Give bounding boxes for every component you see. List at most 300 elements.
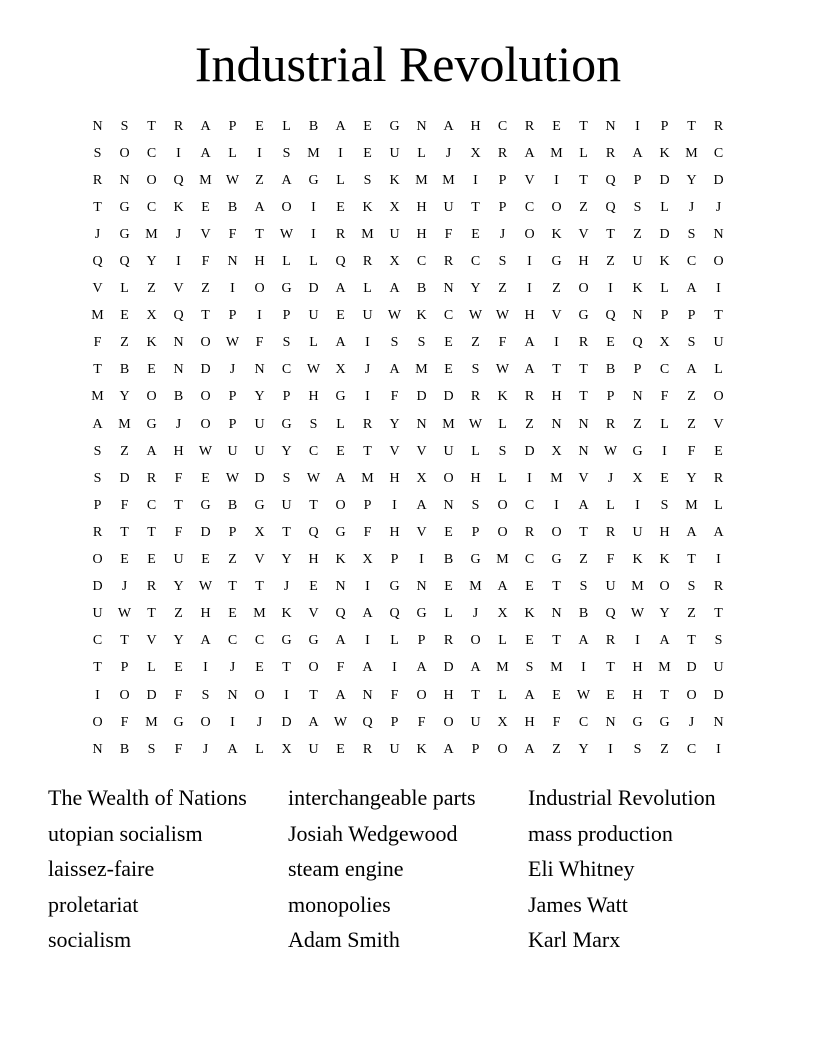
grid-letter: X [389, 199, 400, 215]
grid-letter: S [687, 335, 696, 351]
grid-letter: M [550, 470, 563, 486]
grid-letter: A [686, 524, 697, 540]
grid-letter: H [416, 199, 427, 215]
grid-letter: E [660, 470, 669, 486]
grid-letter: D [443, 389, 454, 405]
grid-letter: E [363, 118, 372, 134]
grid-letter: E [255, 660, 264, 676]
grid-letter: M [145, 714, 158, 730]
grid-letter: H [551, 389, 562, 405]
grid-letter: E [120, 552, 129, 568]
grid-letter: Q [632, 335, 643, 351]
grid-letter: J [445, 145, 452, 161]
grid-row [84, 411, 732, 438]
grid-letter: T [309, 687, 318, 703]
grid-letter: F [498, 335, 507, 351]
grid-letter: A [524, 362, 535, 378]
grid-letter: T [579, 524, 588, 540]
grid-letter: T [552, 579, 561, 595]
grid-letter: S [660, 497, 669, 513]
grid-letter: C [713, 145, 724, 161]
grid-letter: K [632, 281, 643, 297]
grid-letter: R [146, 470, 157, 486]
grid-letter: F [174, 524, 183, 540]
grid-letter: N [713, 226, 724, 242]
grid-letter: T [552, 633, 561, 649]
grid-letter: E [552, 118, 561, 134]
grid-letter: C [470, 254, 481, 270]
grid-letter: S [633, 199, 642, 215]
grid-letter: F [363, 524, 372, 540]
grid-letter: O [335, 497, 346, 513]
grid-letter: I [338, 145, 343, 161]
grid-letter: S [309, 416, 318, 432]
grid-letter: I [365, 335, 370, 351]
grid-letter: S [390, 335, 399, 351]
grid-letter: T [282, 660, 291, 676]
grid-letter: S [633, 741, 642, 757]
grid-letter: H [443, 687, 454, 703]
grid-letter: N [713, 714, 724, 730]
grid-row [84, 438, 732, 465]
word-item: Adam Smith [288, 927, 400, 952]
grid-letter: Q [119, 254, 130, 270]
grid-row [84, 736, 732, 763]
grid-letter: F [201, 254, 210, 270]
grid-letter: G [308, 633, 319, 649]
grid-letter: E [147, 552, 156, 568]
grid-letter: N [632, 389, 643, 405]
grid-letter: I [554, 172, 559, 188]
grid-letter: T [579, 362, 588, 378]
grid-letter: O [443, 470, 454, 486]
grid-letter: S [687, 579, 696, 595]
grid-row [84, 628, 732, 655]
grid-letter: Q [605, 606, 616, 622]
grid-letter: L [309, 254, 318, 270]
grid-letter: G [173, 714, 184, 730]
grid-letter: H [416, 226, 427, 242]
grid-letter: K [659, 552, 670, 568]
grid-letter: Q [335, 606, 346, 622]
grid-letter: T [120, 633, 129, 649]
grid-letter: I [365, 389, 370, 405]
grid-letter: P [282, 308, 291, 324]
grid-letter: T [471, 199, 480, 215]
grid-letter: W [576, 687, 591, 703]
grid-letter: Y [254, 389, 265, 405]
grid-letter: N [578, 416, 589, 432]
grid-letter: P [471, 741, 480, 757]
grid-letter: T [606, 660, 615, 676]
grid-letter: H [470, 470, 481, 486]
grid-letter: A [416, 660, 427, 676]
grid-letter: B [578, 606, 589, 622]
grid-letter: Z [228, 552, 237, 568]
grid-letter: L [363, 281, 372, 297]
grid-letter: W [198, 443, 213, 459]
grid-letter: M [91, 308, 104, 324]
grid-letter: T [687, 118, 696, 134]
grid-letter: L [255, 741, 264, 757]
grid-letter: G [389, 118, 400, 134]
grid-letter: V [389, 443, 400, 459]
grid-letter: A [335, 470, 346, 486]
grid-letter: P [228, 389, 237, 405]
grid-letter: E [363, 145, 372, 161]
grid-letter: N [92, 741, 103, 757]
grid-letter: W [306, 362, 321, 378]
grid-letter: T [309, 497, 318, 513]
grid-letter: W [225, 470, 240, 486]
grid-letter: I [554, 497, 559, 513]
grid-letter: L [714, 497, 723, 513]
grid-letter: L [228, 145, 237, 161]
grid-letter: Y [686, 172, 697, 188]
grid-letter: W [117, 606, 132, 622]
grid-letter: D [713, 172, 724, 188]
grid-letter: S [93, 443, 102, 459]
grid-letter: B [173, 389, 184, 405]
grid-letter: A [443, 118, 454, 134]
grid-letter: M [469, 579, 482, 595]
grid-letter: J [472, 606, 479, 622]
grid-letter: F [687, 443, 696, 459]
grid-letter: Q [173, 308, 184, 324]
grid-letter: N [335, 579, 346, 595]
grid-letter: M [361, 470, 374, 486]
grid-letter: E [228, 606, 237, 622]
grid-row [84, 547, 732, 574]
grid-letter: C [146, 199, 157, 215]
word-item: monopolies [288, 891, 391, 917]
grid-letter: O [119, 145, 130, 161]
grid-letter: S [147, 741, 156, 757]
grid-letter: S [93, 145, 102, 161]
grid-letter: I [419, 552, 424, 568]
grid-letter: Y [470, 281, 481, 297]
grid-letter: R [605, 145, 616, 161]
grid-letter: O [551, 199, 562, 215]
grid-letter: V [713, 416, 724, 432]
grid-letter: A [362, 660, 373, 676]
grid-letter: W [306, 470, 321, 486]
grid-letter: N [173, 362, 184, 378]
grid-letter: U [470, 714, 481, 730]
grid-letter: G [632, 443, 643, 459]
grid-row [84, 113, 732, 140]
grid-letter: H [524, 308, 535, 324]
grid-letter: B [119, 741, 130, 757]
grid-letter: D [254, 470, 265, 486]
grid-row [84, 709, 732, 736]
grid-letter: P [471, 524, 480, 540]
grid-letter: H [389, 470, 400, 486]
grid-letter: S [282, 145, 291, 161]
grid-letter: A [335, 335, 346, 351]
grid-letter: Y [173, 579, 184, 595]
grid-letter: T [714, 308, 723, 324]
grid-letter: L [390, 633, 399, 649]
word-item: The Wealth of Nations [48, 785, 247, 810]
grid-letter: I [311, 199, 316, 215]
grid-letter: X [497, 606, 508, 622]
grid-letter: B [416, 281, 427, 297]
grid-letter: O [200, 714, 211, 730]
grid-letter: R [173, 118, 184, 134]
grid-letter: O [308, 660, 319, 676]
grid-letter: I [635, 633, 640, 649]
grid-letter: A [659, 633, 670, 649]
grid-letter: A [524, 687, 535, 703]
grid-letter: C [497, 118, 508, 134]
grid-letter: E [525, 633, 534, 649]
grid-letter: O [578, 281, 589, 297]
grid-letter: I [392, 660, 397, 676]
grid-letter: J [202, 741, 209, 757]
grid-letter: A [308, 714, 319, 730]
grid-letter: W [279, 226, 294, 242]
grid-row [84, 682, 732, 709]
grid-letter: M [442, 172, 455, 188]
grid-letter: P [390, 714, 399, 730]
grid-letter: Q [362, 714, 373, 730]
grid-letter: C [308, 443, 319, 459]
grid-letter: R [443, 254, 454, 270]
grid-letter: N [605, 118, 616, 134]
grid-letter: U [254, 416, 265, 432]
grid-letter: I [635, 118, 640, 134]
grid-row [84, 465, 732, 492]
grid-letter: T [552, 362, 561, 378]
grid-letter: Y [686, 470, 697, 486]
grid-letter: G [335, 524, 346, 540]
grid-letter: O [551, 524, 562, 540]
grid-letter: R [605, 524, 616, 540]
grid-letter: S [714, 633, 723, 649]
grid-letter: R [524, 118, 535, 134]
grid-letter: E [471, 226, 480, 242]
grid-letter: U [713, 660, 724, 676]
grid-letter: P [93, 497, 102, 513]
grid-letter: O [713, 389, 724, 405]
grid-letter: E [444, 335, 453, 351]
grid-letter: T [201, 308, 210, 324]
grid-letter: O [254, 281, 265, 297]
grid-letter: U [389, 145, 400, 161]
grid-letter: M [550, 145, 563, 161]
grid-letter: N [227, 687, 238, 703]
grid-letter: O [254, 687, 265, 703]
grid-letter: U [443, 443, 454, 459]
grid-letter: I [176, 254, 181, 270]
grid-letter: F [174, 687, 183, 703]
grid-letter: L [471, 443, 480, 459]
grid-letter: G [308, 172, 319, 188]
grid-letter: K [524, 606, 535, 622]
grid-row [84, 655, 732, 682]
grid-letter: H [632, 687, 643, 703]
grid-letter: H [308, 389, 319, 405]
grid-letter: J [256, 714, 263, 730]
grid-letter: I [608, 741, 613, 757]
grid-letter: D [92, 579, 103, 595]
grid-letter: V [578, 470, 589, 486]
grid-letter: Z [498, 281, 507, 297]
word-item: James Watt [528, 891, 628, 917]
grid-letter: F [120, 497, 129, 513]
grid-letter: C [281, 362, 292, 378]
grid-letter: G [200, 497, 211, 513]
grid-letter: W [225, 172, 240, 188]
grid-letter: Z [660, 741, 669, 757]
grid-letter: S [498, 254, 507, 270]
grid-letter: M [685, 497, 698, 513]
grid-letter: C [146, 145, 157, 161]
grid-letter: R [713, 118, 724, 134]
grid-row [84, 276, 732, 303]
grid-letter: A [200, 633, 211, 649]
grid-letter: I [608, 281, 613, 297]
grid-letter: N [173, 335, 184, 351]
grid-letter: G [659, 714, 670, 730]
grid-letter: A [92, 416, 103, 432]
grid-letter: C [443, 308, 454, 324]
grid-letter: P [120, 660, 129, 676]
grid-letter: G [632, 714, 643, 730]
grid-letter: Q [308, 524, 319, 540]
grid-letter: G [281, 416, 292, 432]
grid-letter: R [497, 145, 508, 161]
grid-letter: P [498, 172, 507, 188]
grid-letter: J [121, 579, 128, 595]
grid-letter: W [198, 579, 213, 595]
grid-letter: A [389, 362, 400, 378]
grid-letter: G [389, 579, 400, 595]
grid-letter: U [227, 443, 238, 459]
grid-letter: R [470, 389, 481, 405]
grid-letter: L [336, 416, 345, 432]
grid-letter: S [282, 335, 291, 351]
word-list [48, 780, 768, 958]
grid-letter: W [603, 443, 618, 459]
grid-letter: L [498, 687, 507, 703]
grid-letter: J [175, 226, 182, 242]
grid-letter: A [200, 145, 211, 161]
grid-letter: I [284, 687, 289, 703]
grid-letter: H [524, 714, 535, 730]
grid-letter: Z [120, 335, 129, 351]
grid-letter: D [200, 524, 211, 540]
grid-letter: X [362, 552, 373, 568]
grid-letter: L [417, 145, 426, 161]
grid-letter: I [716, 281, 721, 297]
grid-letter: G [119, 226, 130, 242]
grid-letter: D [281, 714, 292, 730]
grid-letter: Y [146, 254, 157, 270]
grid-letter: L [498, 416, 507, 432]
grid-letter: G [254, 497, 265, 513]
grid-letter: N [551, 416, 562, 432]
grid-letter: I [230, 281, 235, 297]
grid-letter: E [444, 362, 453, 378]
grid-row [84, 574, 732, 601]
grid-letter: R [362, 416, 373, 432]
grid-letter: G [281, 633, 292, 649]
grid-letter: Z [120, 443, 129, 459]
grid-letter: N [605, 714, 616, 730]
grid-letter: P [660, 308, 669, 324]
grid-letter: L [444, 606, 453, 622]
grid-letter: D [659, 226, 670, 242]
grid-letter: B [227, 199, 238, 215]
grid-letter: A [497, 579, 508, 595]
grid-letter: I [95, 687, 100, 703]
grid-letter: Z [633, 416, 642, 432]
grid-letter: B [605, 362, 616, 378]
grid-letter: E [606, 335, 615, 351]
grid-letter: P [228, 524, 237, 540]
grid-letter: T [93, 199, 102, 215]
grid-letter: X [416, 470, 427, 486]
grid-letter: N [119, 172, 130, 188]
grid-letter: Z [687, 416, 696, 432]
grid-letter: H [200, 606, 211, 622]
grid-letter: F [228, 226, 237, 242]
grid-letter: M [550, 660, 563, 676]
grid-letter: D [146, 687, 157, 703]
grid-letter: G [146, 416, 157, 432]
grid-letter: M [415, 172, 428, 188]
grid-letter: A [578, 633, 589, 649]
grid-letter: Y [281, 552, 292, 568]
grid-letter: S [525, 660, 534, 676]
grid-letter: A [281, 172, 292, 188]
grid-letter: D [443, 660, 454, 676]
grid-letter: X [470, 145, 481, 161]
grid-letter: T [120, 524, 129, 540]
grid-letter: F [255, 335, 264, 351]
grid-row [84, 519, 732, 546]
grid-letter: P [687, 308, 696, 324]
grid-letter: H [254, 254, 265, 270]
grid-letter: U [173, 552, 184, 568]
grid-letter: G [470, 552, 481, 568]
grid-letter: V [524, 172, 535, 188]
grid-letter: C [254, 633, 265, 649]
grid-letter: E [201, 199, 210, 215]
grid-letter: E [309, 579, 318, 595]
grid-letter: N [227, 254, 238, 270]
grid-letter: Q [605, 172, 616, 188]
grid-letter: M [631, 579, 644, 595]
grid-letter: Z [174, 606, 183, 622]
grid-letter: G [119, 199, 130, 215]
grid-letter: A [632, 145, 643, 161]
grid-letter: M [415, 362, 428, 378]
grid-letter: R [713, 579, 724, 595]
grid-letter: R [362, 741, 373, 757]
grid-letter: S [471, 497, 480, 513]
grid-letter: V [416, 443, 427, 459]
grid-letter: S [363, 172, 372, 188]
grid-letter: I [716, 552, 721, 568]
grid-letter: A [389, 281, 400, 297]
word-item: Eli Whitney [528, 856, 635, 881]
grid-letter: B [227, 497, 238, 513]
grid-letter: X [551, 443, 562, 459]
grid-letter: M [658, 660, 671, 676]
